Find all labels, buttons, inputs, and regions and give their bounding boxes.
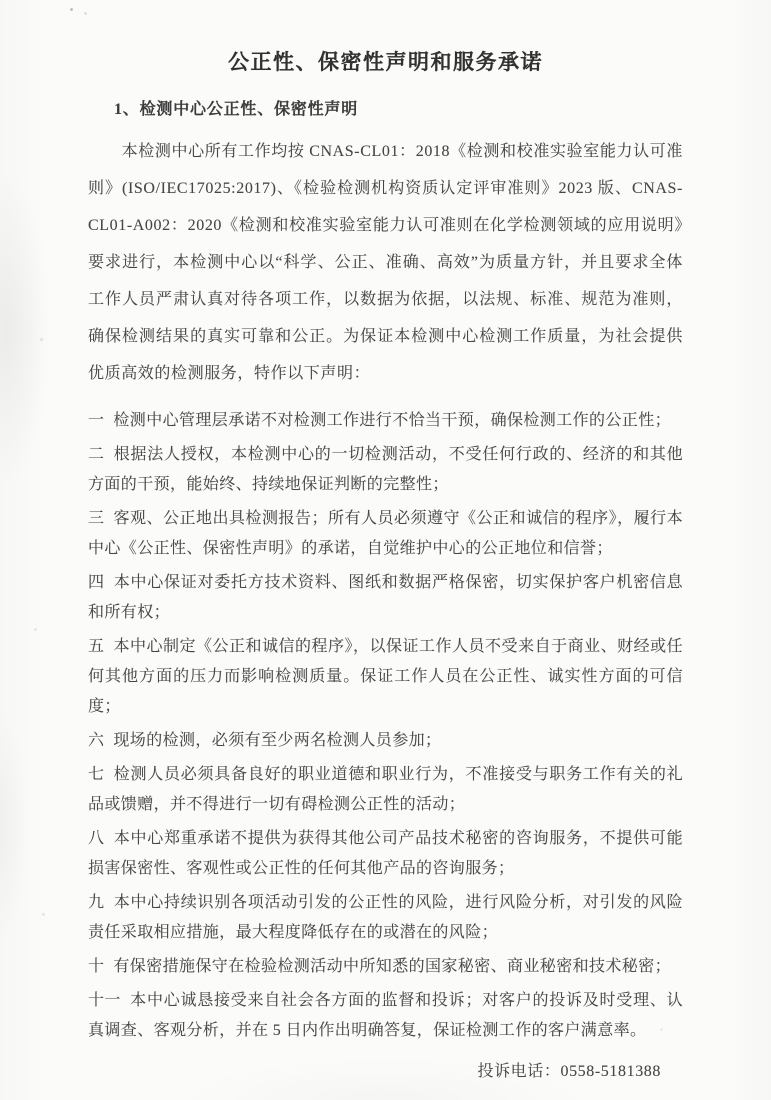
section-heading: 1、检测中心公正性、保密性声明	[114, 101, 359, 118]
item-text: 本中心持续识别各项活动引发的公正性的风险，进行风险分析，对引发的风险责任采取相应措施，最大程度降低存在的或潜在的风险；	[88, 894, 683, 941]
item-text: 检测中心管理层承诺不对检测工作进行不恰当干预，确保检测工作的公正性；	[113, 412, 672, 429]
declaration-item-1	[88, 406, 683, 436]
declaration-item-3	[88, 504, 683, 564]
item-number: 七	[88, 766, 105, 783]
item-text: 根据法人授权，本检测中心的一切检测活动，不受任何行政的、经济的和其他方面的干预，能始终、持续地保证判断的完整性；	[88, 446, 683, 493]
declaration-item-8	[88, 824, 683, 884]
intro-paragraph: 本检测中心所有工作均按 CNAS-CL01：2018《检测和校准实验室能力认可准则》(ISO/IEC17025:2017)、《检验检测机构资质认定评审准则》2023 版、CNAS-CL01-A002：2020《检测和校准实验室能力认可准则在化学检测领域的应用说明》要求进行，本检测中心以“科学、公正、准确、高效”为质量方针，并且要求全体工作人员严肃认真对待各项工作，以数据为依据，以法规、标准、规范为准则，确保检测结果的真实可靠和公正。为保证本检测中心检测工作质量，为社会提供优质高效的检测服务，特作以下声明：	[88, 143, 683, 382]
item-text: 现场的检测，必须有至少两名检测人员参加；	[113, 732, 442, 749]
item-number: 八	[88, 830, 105, 847]
item-number: 十	[88, 958, 105, 975]
item-text: 本中心制定《公正和诚信的程序》，以保证工作人员不受来自于商业、财经或任何其他方面的压力而影响检测质量。保证工作人员在公正性、诚实性方面的可信度；	[88, 638, 683, 715]
complaint-phone: 投诉电话：0558-5181388	[477, 1063, 661, 1080]
declaration-item-5	[88, 632, 683, 722]
document-title: 公正性、保密性声明和服务承诺	[228, 50, 543, 74]
item-number: 五	[88, 638, 105, 655]
declaration-list	[88, 406, 683, 1046]
item-number: 四	[88, 574, 105, 591]
item-text: 本中心保证对委托方技术资料、图纸和数据严格保密，切实保护客户机密信息和所有权；	[88, 574, 683, 621]
item-number: 九	[88, 894, 105, 911]
declaration-item-9	[88, 888, 683, 948]
item-number: 六	[88, 732, 105, 749]
item-number: 一	[88, 412, 105, 429]
item-number: 十一	[88, 992, 121, 1009]
item-text: 本中心郑重承诺不提供为获得其他公司产品技术秘密的咨询服务，不提供可能损害保密性、客观性或公正性的任何其他产品的咨询服务；	[88, 830, 683, 877]
item-number: 三	[88, 510, 105, 527]
item-text: 客观、公正地出具检测报告；所有人员必须遵守《公正和诚信的程序》，履行本中心《公正性、保密性声明》的承诺，自觉维护中心的公正地位和信誉；	[88, 510, 683, 557]
item-text: 有保密措施保守在检验检测活动中所知悉的国家秘密、商业秘密和技术秘密；	[113, 958, 672, 975]
declaration-item-11	[88, 986, 683, 1046]
item-number: 二	[88, 446, 105, 463]
declaration-item-7	[88, 760, 683, 820]
declaration-item-4	[88, 568, 683, 628]
item-text: 检测人员必须具备良好的职业道德和职业行为，不准接受与职务工作有关的礼品或馈赠，并不得进行一切有碍检测公正性的活动；	[88, 766, 683, 813]
declaration-item-10	[88, 952, 683, 982]
item-text: 本中心诚恳接受来自社会各方面的监督和投诉；对客户的投诉及时受理、认真调查、客观分析，并在 5 日内作出明确答复，保证检测工作的客户满意率。	[88, 992, 683, 1039]
declaration-item-2	[88, 440, 683, 500]
declaration-item-6	[88, 726, 683, 756]
